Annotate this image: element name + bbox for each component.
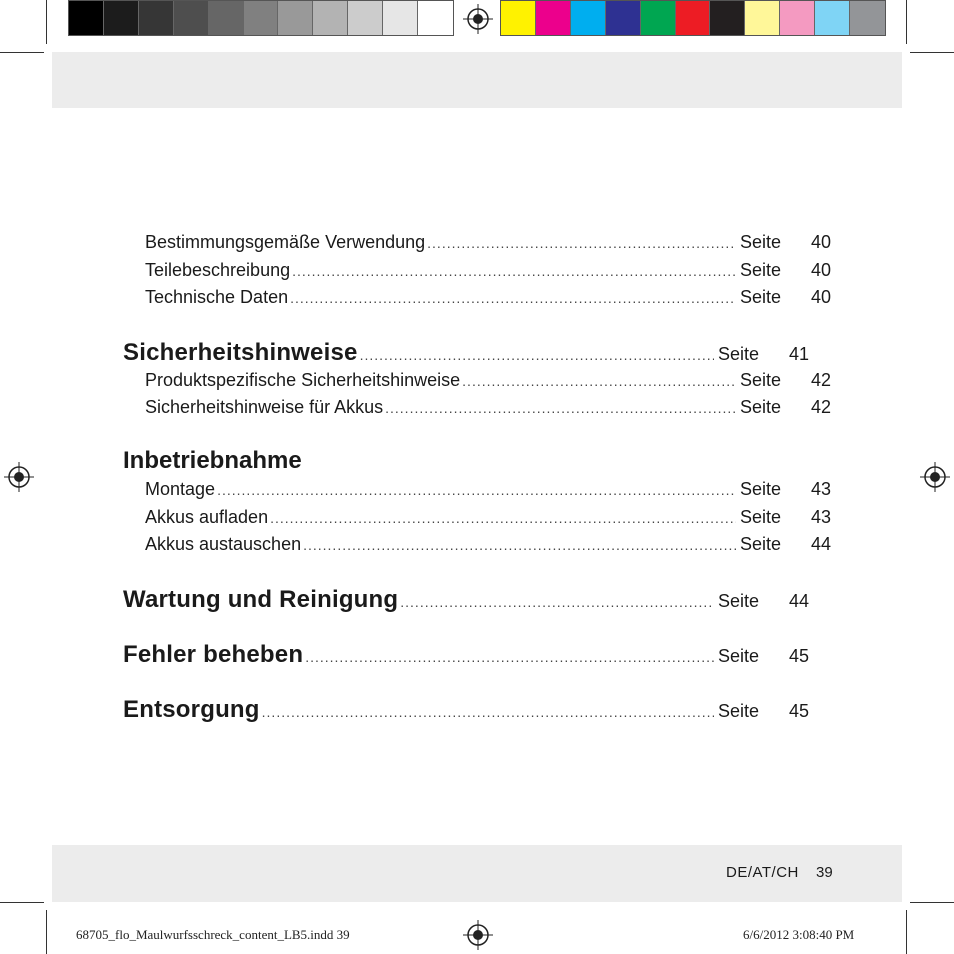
toc-entry-title: Produktspezifische Sicherheitshinweise (145, 370, 461, 390)
section-title-inbetriebnahme[interactable]: Inbetriebnahme (123, 447, 302, 474)
toc-leader-dots (303, 537, 736, 553)
toc-leader-dots (462, 373, 736, 389)
toc-leader-dots (270, 510, 736, 526)
toc-leader-dots (400, 594, 714, 610)
toc-leader-dots (262, 704, 714, 720)
crop-mark (910, 902, 954, 903)
color-swatch (606, 1, 641, 35)
toc-page-word: Seite (739, 232, 781, 252)
gray-swatch (418, 1, 453, 35)
gray-swatch (278, 1, 313, 35)
toc-entry[interactable] (145, 287, 831, 308)
toc-entry[interactable] (145, 534, 831, 555)
toc-entry-title: Teilebeschreibung (145, 260, 291, 280)
toc-page-number: 40 (810, 232, 831, 252)
toc-entry[interactable] (123, 586, 809, 614)
registration-mark-icon (463, 4, 493, 34)
color-swatch (710, 1, 745, 35)
gray-swatch (174, 1, 209, 35)
toc-entry-title: Bestimmungsgemäße Verwendung (145, 232, 426, 252)
toc-page-number: 40 (810, 260, 831, 280)
toc-page-word: Seite (717, 646, 759, 666)
toc-entry[interactable] (145, 260, 831, 281)
crop-mark (910, 52, 954, 53)
toc-page-word: Seite (739, 287, 781, 307)
gray-swatch (104, 1, 139, 35)
toc-leader-dots (305, 649, 714, 665)
toc-page-number: 44 (810, 534, 831, 554)
toc-entry[interactable] (123, 339, 809, 367)
toc-page-word: Seite (739, 534, 781, 554)
toc-page-word: Seite (717, 591, 759, 611)
gray-swatch (139, 1, 174, 35)
toc-entry[interactable] (123, 641, 809, 669)
toc-entry-title: Akkus austauschen (145, 534, 302, 554)
toc-page-word: Seite (717, 701, 759, 721)
color-swatch (780, 1, 815, 35)
color-swatch (641, 1, 676, 35)
toc-leader-dots (427, 235, 736, 251)
toc-entry[interactable] (145, 370, 831, 391)
toc-entry[interactable] (123, 696, 809, 724)
gray-swatch (313, 1, 348, 35)
registration-mark-icon (4, 462, 34, 492)
toc-entry[interactable] (145, 232, 831, 253)
color-swatch (571, 1, 606, 35)
slug-filename: 68705_flo_Maulwurfsschreck_content_LB5.indd 39 (76, 927, 350, 942)
toc-page-word: Seite (739, 397, 781, 417)
crop-mark (906, 0, 907, 44)
toc-page-word: Seite (739, 479, 781, 499)
toc-leader-dots (385, 400, 736, 416)
toc-page-word: Seite (739, 260, 781, 280)
crop-mark (46, 910, 47, 954)
gray-swatch (348, 1, 383, 35)
crop-mark (906, 910, 907, 954)
toc-page-number: 41 (788, 344, 809, 364)
toc-section-title: Sicherheitshinweise (123, 339, 358, 366)
toc-page-number: 45 (788, 701, 809, 721)
toc-leader-dots (360, 347, 714, 363)
toc-page-word: Seite (717, 344, 759, 364)
toc-page-number: 43 (810, 507, 831, 527)
page-number: 39 (816, 864, 833, 881)
toc-entry-title: Technische Daten (145, 287, 289, 307)
language-label: DE/AT/CH (726, 864, 799, 881)
gray-swatch (383, 1, 418, 35)
crop-mark (0, 52, 44, 53)
toc-page-number: 44 (788, 591, 809, 611)
registration-mark-icon (920, 462, 950, 492)
color-swatch (536, 1, 571, 35)
toc-entry[interactable] (145, 479, 831, 500)
slug-timestamp: 6/6/2012 3:08:40 PM (743, 927, 855, 942)
gray-swatch (209, 1, 244, 35)
color-swatch (850, 1, 885, 35)
toc-leader-dots (292, 263, 736, 279)
color-swatch (676, 1, 711, 35)
color-swatch (745, 1, 780, 35)
toc-leader-dots (290, 290, 736, 306)
toc-entry-title: Montage (145, 479, 216, 499)
crop-mark (0, 902, 44, 903)
gray-swatch (244, 1, 279, 35)
gray-swatch (69, 1, 104, 35)
toc-page-number: 42 (810, 370, 831, 390)
toc-page-number: 42 (810, 397, 831, 417)
toc-entry-title: Akkus aufladen (145, 507, 269, 527)
toc-leader-dots (217, 482, 736, 498)
color-swatch (501, 1, 536, 35)
toc-page-word: Seite (739, 507, 781, 527)
toc-page-number: 43 (810, 479, 831, 499)
color-calibration-bar (500, 0, 886, 36)
toc-page-number: 40 (810, 287, 831, 307)
toc-page-word: Seite (739, 370, 781, 390)
toc-entry[interactable] (145, 397, 831, 418)
gray-calibration-bar (68, 0, 454, 36)
toc-section-title: Fehler beheben (123, 641, 304, 668)
toc-entry-title: Sicherheitshinweise für Akkus (145, 397, 384, 417)
toc-entry[interactable] (145, 507, 831, 528)
toc-section-title: Entsorgung (123, 696, 260, 723)
registration-mark-icon (463, 920, 493, 950)
crop-mark (46, 0, 47, 44)
header-band (52, 52, 902, 108)
toc-page-number: 45 (788, 646, 809, 666)
toc-section-title: Wartung und Reinigung (123, 586, 399, 613)
color-swatch (815, 1, 850, 35)
